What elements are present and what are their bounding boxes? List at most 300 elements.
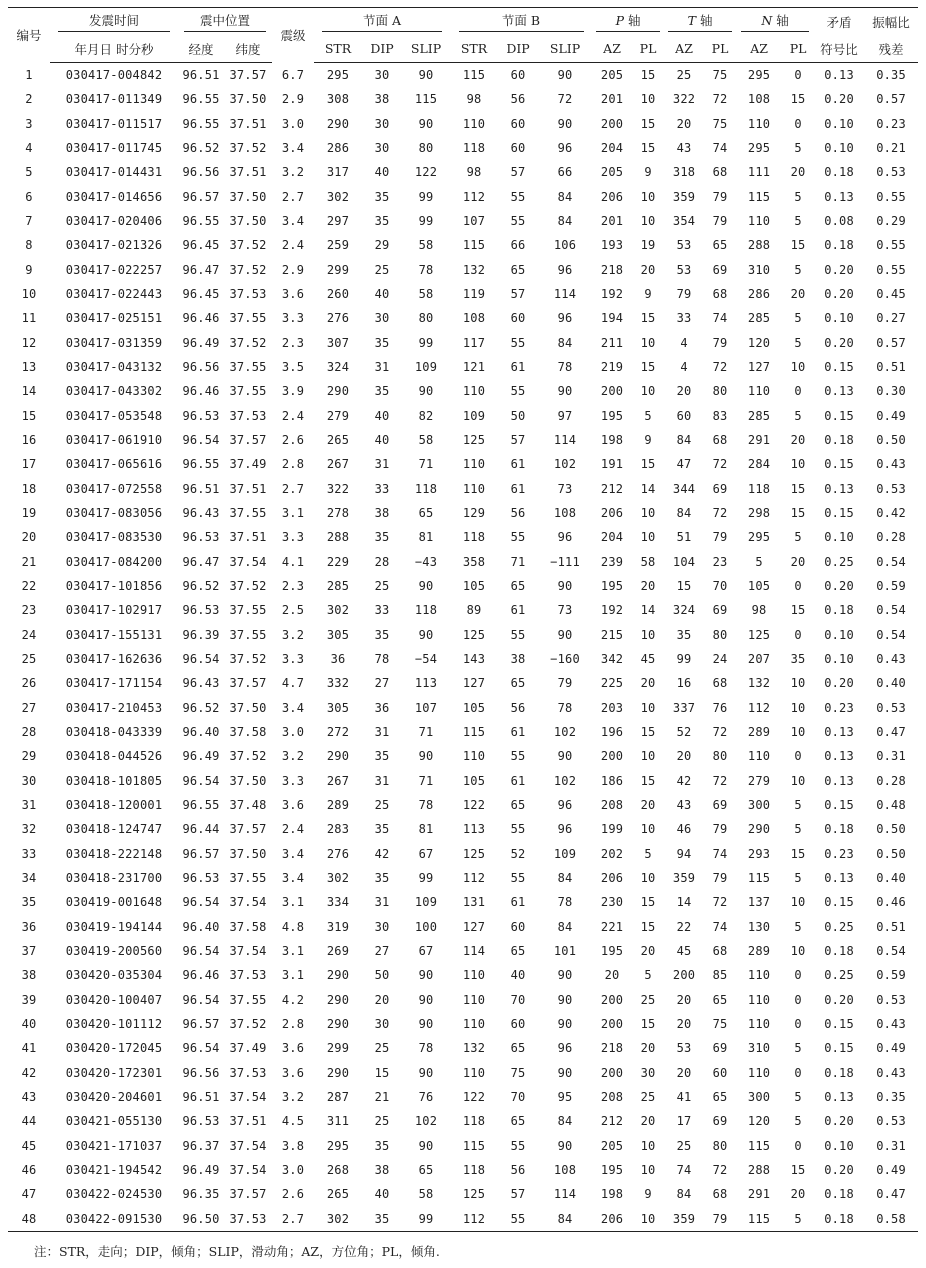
table-row [8, 769, 918, 793]
cell-t-pl: 74 [712, 919, 728, 934]
cell-a-dip: 30 [374, 68, 390, 83]
cell-no: 9 [25, 262, 33, 277]
cell-p-pl: 58 [640, 554, 656, 569]
cell-lat: 37.52 [229, 749, 267, 764]
cell-b-str: 127 [462, 676, 486, 691]
cell-t-pl: 85 [712, 968, 728, 983]
cell-lat: 37.49 [229, 457, 267, 472]
cell-t-az: 20 [676, 749, 692, 764]
cell-contradiction-ratio: 0.15 [824, 408, 854, 423]
cell-a-str: 276 [326, 846, 350, 861]
cell-a-str: 268 [326, 1162, 350, 1177]
cell-a-str: 319 [326, 919, 350, 934]
cell-time: 030417-014431 [65, 165, 163, 180]
cell-t-pl: 69 [712, 603, 728, 618]
cell-n-az: 284 [747, 457, 771, 472]
cell-lat: 37.52 [229, 335, 267, 350]
cell-t-az: 43 [676, 798, 692, 812]
cell-t-pl: 72 [712, 725, 728, 740]
cell-no: 11 [21, 311, 37, 326]
cell-a-slip: 90 [418, 579, 434, 594]
cell-lon: 96.37 [182, 1138, 220, 1153]
cell-time: 030417-011517 [65, 116, 163, 131]
cell-b-dip: 65 [510, 1041, 526, 1056]
cell-a-dip: 30 [374, 919, 390, 934]
cell-contradiction-ratio: 0.13 [824, 68, 854, 83]
cell-a-slip: 107 [414, 700, 438, 715]
table-row [8, 379, 918, 403]
cell-b-slip: 102 [553, 725, 577, 740]
table-row [8, 623, 918, 647]
cell-a-dip: 35 [374, 627, 390, 642]
cell-amplitude-residual: 0.43 [876, 652, 906, 667]
cell-t-pl: 65 [712, 1089, 728, 1104]
cell-t-az: 60 [676, 408, 692, 423]
cell-amplitude-residual: 0.47 [876, 725, 906, 740]
cell-a-dip: 40 [374, 165, 390, 180]
cell-lat: 37.53 [229, 1065, 267, 1080]
cell-b-dip: 61 [510, 360, 526, 375]
cell-p-az: 201 [600, 214, 624, 229]
cell-n-az: 300 [747, 1089, 771, 1104]
cell-b-str: 107 [462, 214, 486, 229]
cell-amplitude-residual: 0.46 [876, 895, 906, 910]
cell-p-pl: 25 [640, 1089, 656, 1104]
cell-b-str: 110 [462, 1065, 486, 1080]
cell-a-slip: 99 [418, 335, 434, 350]
cell-a-dip: 35 [374, 384, 390, 399]
cell-no: 13 [21, 360, 37, 375]
cell-amplitude-residual: 0.54 [876, 554, 906, 569]
cell-b-dip: 56 [510, 506, 526, 521]
cell-b-str: 115 [462, 238, 486, 253]
cell-lon: 96.49 [182, 335, 220, 350]
cell-no: 4 [25, 141, 33, 156]
cell-b-slip: 84 [557, 1114, 573, 1129]
cell-no: 46 [21, 1162, 37, 1177]
cell-p-pl: 10 [632, 1206, 664, 1231]
cell-amplitude-residual: 0.43 [876, 457, 906, 472]
cell-b-dip: 65 [510, 798, 526, 812]
cell-a-str: 299 [326, 1041, 350, 1056]
cell-amplitude-residual: 0.28 [876, 530, 906, 545]
header-location [178, 8, 272, 36]
cell-no: 24 [21, 627, 37, 642]
cell-t-az: 84 [676, 433, 692, 448]
cell-a-str: 265 [326, 433, 350, 448]
header-plane-b [450, 8, 592, 36]
cell-t-pl: 79 [712, 335, 728, 350]
cell-b-str: 110 [462, 1016, 486, 1031]
cell-a-str: 286 [326, 141, 350, 156]
cell-mag: 3.2 [281, 749, 305, 764]
cell-b-slip: 84 [557, 214, 573, 229]
cell-time: 030417-022257 [65, 262, 163, 277]
cell-n-pl: 5 [794, 311, 802, 326]
cell-lat: 37.51 [229, 530, 267, 545]
cell-b-dip: 52 [510, 846, 526, 861]
cell-a-str: 295 [326, 68, 350, 83]
cell-time: 030419-001648 [65, 895, 163, 910]
cell-n-az: 110 [747, 214, 771, 229]
cell-p-az: 194 [600, 311, 624, 326]
cell-time: 030418-120001 [65, 798, 163, 812]
cell-lat: 37.57 [229, 1187, 267, 1202]
cell-t-pl: 69 [712, 262, 728, 277]
table-row [8, 233, 918, 257]
cell-p-az: 195 [600, 943, 624, 958]
cell-t-pl: 69 [712, 798, 728, 812]
cell-mag: 2.7 [272, 1206, 314, 1231]
header-amplitude-1: 振幅比 [872, 14, 910, 30]
cell-n-az: 130 [747, 919, 771, 934]
cell-a-slip: 78 [418, 798, 434, 812]
cell-b-dip: 57 [510, 433, 526, 448]
cell-p-pl: 20 [640, 676, 656, 691]
cell-no: 43 [21, 1089, 37, 1104]
cell-time: 030419-200560 [65, 943, 163, 958]
cell-lon: 96.51 [182, 68, 220, 83]
cell-mag: 3.1 [281, 943, 305, 958]
cell-a-dip: 35 [374, 870, 390, 885]
cell-t-pl: 69 [712, 481, 728, 496]
cell-t-az: 42 [676, 773, 692, 788]
cell-a-slip: 81 [418, 822, 434, 837]
cell-a-str: 287 [326, 1089, 350, 1104]
cell-b-dip: 70 [510, 992, 526, 1007]
cell-lat: 37.55 [229, 992, 267, 1007]
cell-a-dip: 25 [374, 1041, 390, 1056]
cell-b-str: 105 [462, 579, 486, 594]
cell-n-pl: 0 [794, 68, 802, 83]
cell-amplitude-residual: 0.43 [876, 1016, 906, 1031]
cell-b-slip: 97 [557, 408, 573, 423]
cell-n-pl: 35 [790, 652, 806, 667]
cell-a-slip: 90 [418, 116, 434, 131]
cell-b-slip: 109 [553, 846, 577, 861]
cell-amplitude-residual: 0.53 [876, 700, 906, 715]
cell-mag: 3.2 [281, 1089, 305, 1104]
cell-mag: 2.4 [281, 408, 305, 423]
cell-t-pl: 79 [712, 189, 728, 204]
cell-lat: 37.52 [229, 141, 267, 156]
cell-b-slip: 96 [557, 822, 573, 837]
cell-time: 030417-053548 [65, 408, 163, 423]
cell-t-az: 52 [676, 725, 692, 740]
cell-mag: 4.1 [281, 554, 305, 569]
cell-t-az: 20 [676, 1065, 692, 1080]
cell-b-str: 129 [462, 506, 486, 521]
cell-a-dip: 35 [374, 822, 390, 837]
cell-b-str: 127 [462, 919, 486, 934]
cell-lat: 37.50 [229, 189, 267, 204]
cell-lon: 96.39 [182, 627, 220, 642]
table-row [8, 355, 918, 379]
cell-t-pl: 69 [712, 1041, 728, 1056]
cell-n-pl: 5 [794, 141, 802, 156]
cell-b-str: 110 [462, 992, 486, 1007]
cell-b-str: 110 [462, 457, 486, 472]
cell-n-pl: 15 [790, 238, 806, 253]
cell-b-slip: 90 [557, 627, 573, 642]
cell-no: 21 [21, 554, 37, 569]
cell-p-pl: 10 [640, 384, 656, 399]
cell-lat: 37.52 [229, 579, 267, 594]
header-plane-b-label: 节面 B [459, 11, 584, 32]
cell-a-str: 311 [326, 1114, 350, 1129]
cell-mag: 3.0 [281, 725, 305, 740]
cell-a-str: 283 [326, 822, 350, 837]
header-p-pl: PL [632, 35, 664, 63]
cell-no: 10 [21, 287, 37, 302]
cell-p-az: 199 [600, 822, 624, 837]
cell-lon: 96.57 [182, 1016, 220, 1031]
cell-b-dip: 55 [510, 822, 526, 837]
cell-a-str: 302 [326, 189, 350, 204]
cell-n-pl: 10 [790, 700, 806, 715]
cell-a-dip: 50 [374, 968, 390, 983]
cell-no: 39 [21, 992, 37, 1007]
cell-lat: 37.55 [229, 506, 267, 521]
header-no: 编号 [16, 28, 42, 44]
cell-a-str: 324 [326, 360, 350, 375]
cell-mag: 3.2 [281, 627, 305, 642]
cell-b-dip: 57 [510, 287, 526, 302]
table-row [8, 963, 918, 987]
cell-contradiction-ratio: 0.10 [824, 530, 854, 545]
cell-lat: 37.55 [229, 870, 267, 885]
cell-p-az: 221 [600, 919, 624, 934]
table-row [8, 501, 918, 525]
cell-n-pl: 15 [790, 846, 806, 861]
cell-time: 030418-043339 [65, 725, 163, 740]
cell-b-dip: 55 [510, 189, 526, 204]
cell-b-slip: 78 [557, 895, 573, 910]
cell-p-pl: 9 [644, 1187, 652, 1202]
cell-b-slip: 73 [557, 603, 573, 618]
cell-amplitude-residual: 0.35 [876, 1089, 906, 1104]
cell-n-pl: 5 [794, 919, 802, 934]
table-body [8, 63, 918, 1232]
cell-b-dip: 55 [510, 1138, 526, 1153]
cell-p-az: 218 [600, 262, 624, 277]
cell-contradiction-ratio: 0.10 [824, 141, 854, 156]
cell-n-az: 310 [747, 1041, 771, 1056]
cell-lon: 96.51 [182, 481, 220, 496]
cell-t-pl: 72 [712, 92, 728, 107]
header-time [50, 8, 178, 36]
cell-contradiction-ratio: 0.13 [824, 384, 854, 399]
cell-b-str: 108 [462, 311, 486, 326]
cell-n-pl: 20 [790, 1187, 806, 1202]
cell-t-az: 25 [676, 1138, 692, 1153]
cell-contradiction-ratio: 0.20 [824, 1162, 854, 1177]
cell-t-az: 33 [676, 311, 692, 326]
cell-b-slip: 84 [557, 919, 573, 934]
cell-lat: 37.58 [229, 725, 267, 740]
cell-no: 1 [25, 67, 33, 82]
cell-p-pl: 10 [640, 749, 656, 764]
cell-p-az: 191 [600, 457, 624, 472]
cell-p-pl: 20 [640, 1041, 656, 1056]
cell-a-str: 265 [326, 1187, 350, 1202]
cell-b-slip: 96 [557, 141, 573, 156]
cell-time: 030417-083530 [65, 530, 163, 545]
cell-n-pl: 20 [790, 287, 806, 302]
cell-a-dip: 35 [374, 214, 390, 229]
header-magnitude: 震级 [280, 28, 306, 44]
cell-lon: 96.54 [182, 652, 220, 667]
cell-mag: 3.1 [281, 895, 305, 910]
cell-b-str: 112 [450, 1206, 498, 1231]
cell-n-az: 5 [755, 554, 763, 569]
cell-a-str: 305 [326, 700, 350, 715]
cell-amplitude-residual: 0.31 [876, 749, 906, 764]
cell-no: 7 [25, 214, 33, 229]
cell-mag: 2.8 [281, 457, 305, 472]
table-row [8, 1036, 918, 1060]
cell-a-slip: 109 [414, 895, 438, 910]
cell-a-str: 307 [326, 335, 350, 350]
cell-contradiction-ratio: 0.18 [814, 1206, 864, 1231]
cell-lat: 37.51 [229, 165, 267, 180]
cell-a-str: 267 [326, 457, 350, 472]
cell-contradiction-ratio: 0.13 [824, 1089, 854, 1104]
cell-amplitude-residual: 0.49 [876, 1162, 906, 1177]
cell-a-str: 289 [326, 798, 350, 812]
cell-b-dip: 60 [510, 141, 526, 156]
cell-contradiction-ratio: 0.10 [824, 627, 854, 642]
cell-no: 40 [21, 1016, 37, 1031]
cell-time: 030421-194542 [65, 1162, 163, 1177]
cell-n-az: 127 [747, 360, 771, 375]
cell-n-pl: 10 [790, 725, 806, 740]
cell-b-slip: 90 [557, 384, 573, 399]
cell-t-pl: 76 [712, 700, 728, 715]
cell-p-az: 195 [600, 579, 624, 594]
cell-n-pl: 5 [794, 870, 802, 885]
cell-n-pl: 5 [794, 214, 802, 229]
cell-p-pl: 10 [640, 214, 656, 229]
cell-n-az: 111 [747, 165, 771, 180]
cell-lat: 37.50 [229, 773, 267, 788]
cell-lon: 96.54 [182, 773, 220, 788]
cell-lon: 96.49 [182, 749, 220, 764]
cell-b-slip: 102 [553, 773, 577, 788]
cell-contradiction-ratio: 0.18 [824, 822, 854, 837]
cell-t-pl: 72 [712, 1162, 728, 1177]
cell-b-str: 110 [462, 384, 486, 399]
cell-contradiction-ratio: 0.20 [824, 579, 854, 594]
cell-b-str: 122 [462, 1089, 486, 1104]
cell-a-dip: 25 [374, 262, 390, 277]
cell-no: 28 [21, 725, 37, 740]
cell-b-dip: 61 [510, 603, 526, 618]
cell-t-pl: 68 [712, 676, 728, 691]
header-a-str: STR [314, 35, 362, 63]
cell-a-dip: 35 [374, 189, 390, 204]
cell-t-az: 41 [676, 1089, 692, 1104]
cell-lon: 96.46 [182, 384, 220, 399]
cell-a-str: 302 [326, 870, 350, 885]
header-b-slip: SLIP [538, 35, 592, 63]
cell-amplitude-residual: 0.29 [876, 214, 906, 229]
cell-time: 030417-155131 [65, 627, 163, 642]
cell-n-az: 300 [747, 798, 771, 812]
cell-a-str: 290 [326, 1065, 350, 1080]
cell-p-pl: 5 [644, 846, 652, 861]
cell-a-str: 302 [326, 603, 350, 618]
cell-t-az: 84 [676, 506, 692, 521]
cell-lon: 96.55 [182, 457, 220, 472]
cell-b-dip: 60 [510, 68, 526, 83]
cell-a-slip: 90 [418, 992, 434, 1007]
cell-a-dip: 30 [374, 116, 390, 131]
cell-p-az: 218 [600, 1041, 624, 1056]
cell-b-dip: 55 [498, 1206, 538, 1231]
cell-a-str: 272 [326, 725, 350, 740]
cell-t-pl: 75 [712, 116, 728, 131]
cell-t-pl: 79 [704, 1206, 736, 1231]
cell-b-dip: 61 [510, 481, 526, 496]
cell-amplitude-residual: 0.50 [876, 822, 906, 837]
cell-a-slip: 99 [402, 1206, 450, 1231]
cell-n-az: 115 [736, 1206, 782, 1231]
cell-n-pl: 0 [794, 627, 802, 642]
cell-p-pl: 10 [640, 530, 656, 545]
cell-b-str: 105 [462, 700, 486, 715]
cell-b-slip: 79 [557, 676, 573, 691]
cell-b-slip: 84 [557, 189, 573, 204]
cell-lon: 96.56 [182, 165, 220, 180]
cell-mag: 3.0 [281, 116, 305, 131]
cell-a-dip: 20 [374, 992, 390, 1007]
cell-no: 14 [21, 384, 37, 399]
cell-b-slip: 96 [557, 530, 573, 545]
cell-contradiction-ratio: 0.15 [824, 1016, 854, 1031]
cell-a-slip: 80 [418, 311, 434, 326]
cell-amplitude-residual: 0.48 [876, 798, 906, 812]
cell-lon: 96.57 [182, 189, 220, 204]
cell-no: 29 [21, 749, 37, 764]
cell-b-slip: 72 [557, 92, 573, 107]
cell-p-pl: 45 [640, 652, 656, 667]
cell-mag: 3.6 [281, 1041, 305, 1056]
cell-p-pl: 10 [640, 822, 656, 837]
cell-no: 34 [21, 870, 37, 885]
cell-n-az: 291 [747, 433, 771, 448]
cell-a-str: 269 [326, 943, 350, 958]
cell-b-dip: 55 [510, 530, 526, 545]
cell-p-pl: 10 [640, 92, 656, 107]
header-n-az: AZ [736, 35, 782, 63]
cell-n-pl: 10 [790, 457, 806, 472]
table-row [8, 1182, 918, 1206]
cell-time: 030421-171037 [65, 1138, 163, 1153]
cell-t-az: 46 [676, 822, 692, 837]
cell-n-pl: 0 [794, 579, 802, 594]
cell-t-az: 344 [672, 481, 696, 496]
cell-lat: 37.50 [229, 92, 267, 107]
cell-b-str: 115 [462, 725, 486, 740]
cell-time: 030420-100407 [65, 992, 163, 1007]
cell-t-pl: 70 [712, 579, 728, 594]
cell-time: 030417-162636 [65, 652, 163, 667]
header-a-dip: DIP [362, 35, 402, 63]
cell-b-slip: 90 [557, 1138, 573, 1153]
table-row [8, 793, 918, 817]
cell-no: 22 [21, 579, 37, 594]
